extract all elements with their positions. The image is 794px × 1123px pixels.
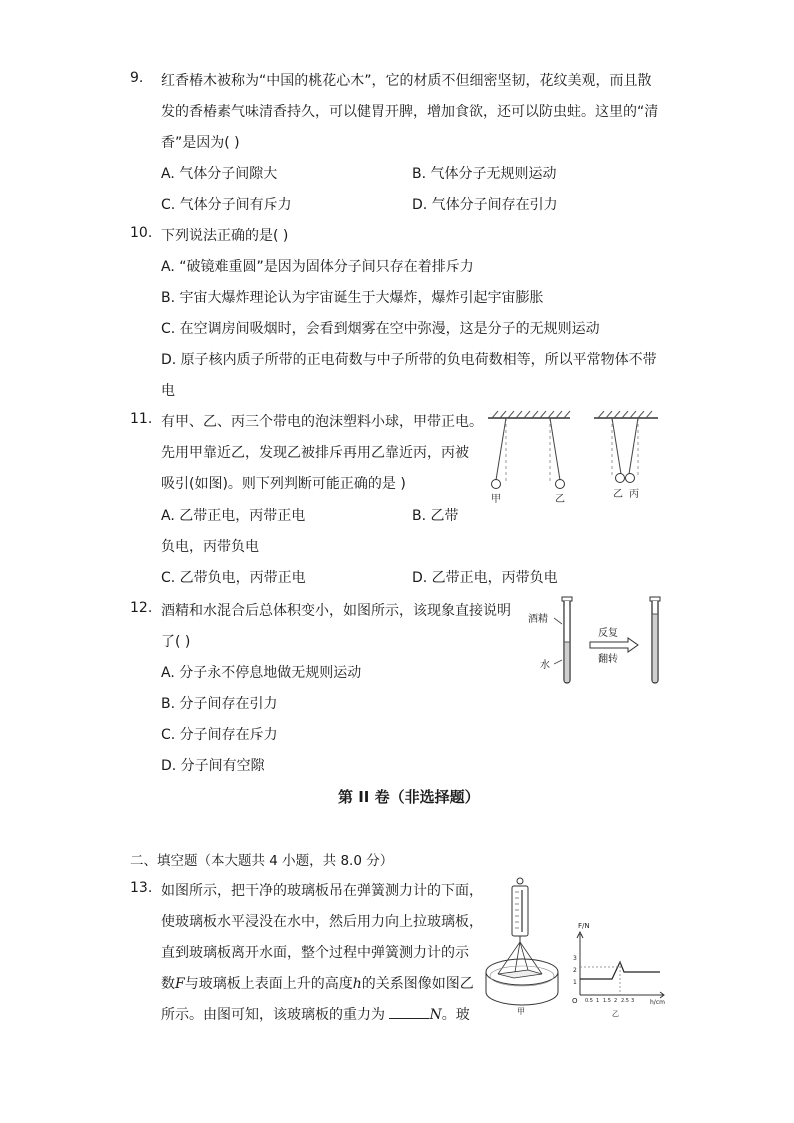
q12-option-a: A. 分子永不停息地做无规则运动	[161, 665, 362, 681]
q11-number: 11.	[130, 411, 153, 427]
q9-stem-line-2: 发的香椿素气味清香持久，可以健胃开脾，增加食欲，还可以防虫蛀。这里的“清	[161, 104, 659, 120]
q11-label-jia: 甲	[491, 494, 501, 505]
q13-number: 13.	[130, 880, 153, 896]
q10-option-c: C. 在空调房间吸烟时，会看到烟雾在空中弥漫，这是分子的无规则运动	[161, 321, 600, 337]
q13-x-tick-1: 0.5	[585, 998, 593, 1004]
q13-force-height-graph	[568, 906, 666, 1020]
q13-x-tick-5: 2.5	[621, 998, 629, 1004]
q13-stem-line-2: 使玻璃板水平浸没在水中，然后用力向上拉玻璃板，	[161, 914, 483, 930]
q11-option-c: C. 乙带负电，丙带正电	[161, 570, 306, 586]
q13-line5-pre: 所示。由图可知，该玻璃板的重力为	[161, 1007, 385, 1023]
q12-arrow-top-label: 反复	[598, 628, 618, 639]
q13-x-tick-3: 1.5	[603, 998, 611, 1004]
q12-option-c: C. 分子间存在斥力	[161, 727, 278, 743]
q12-stem-line-1: 酒精和水混合后总体积变小，如图所示，该现象直接说明	[161, 603, 511, 619]
q13-stem-line-4	[161, 973, 474, 993]
q9-stem-line-3: 香”是因为( )	[161, 135, 240, 151]
q11-label-bing: 丙	[629, 489, 639, 500]
q9-option-a: A. 气体分子间隙大	[161, 166, 278, 182]
q13-x-tick-2: 1	[596, 998, 600, 1004]
q13-answer-blank[interactable]	[389, 1006, 429, 1019]
q12-label-water: 水	[540, 660, 550, 671]
q11-option-b-continued: 负电，丙带负电	[161, 539, 259, 555]
q10-option-a: A. “破镜难重圆”是因为固体分子间只存在着排斥力	[161, 259, 474, 275]
q11-charged-balls-figure	[484, 408, 664, 506]
q11-option-d: D. 乙带正电，丙带负电	[412, 570, 558, 586]
q13-stem-line-1: 如图所示，把干净的玻璃板吊在弹簧测力计的下面，	[161, 883, 483, 899]
q13-fig-a-label: 甲	[517, 1007, 525, 1016]
q12-test-tube-figure	[524, 594, 666, 690]
q11-stem-line-3: 吸引(如图)。则下列判断可能正确的是 )	[161, 476, 406, 492]
q10-stem: 下列说法正确的是( )	[161, 228, 289, 244]
q12-option-d: D. 分子间有空隙	[161, 758, 265, 774]
q13-stem-line-5	[161, 1004, 470, 1024]
q10-number: 10.	[130, 225, 153, 241]
q13-x-tick-4: 2	[614, 998, 618, 1004]
q10-option-b: B. 宇宙大爆炸理论认为宇宙诞生于大爆炸，爆炸引起宇宙膨胀	[161, 290, 544, 306]
q12-stem-line-2: 了( )	[161, 634, 191, 650]
q12-option-b: B. 分子间存在引力	[161, 696, 278, 712]
q10-option-d: D. 原子核内质子所带的正电荷数与中子所带的负电荷数相等，所以平常物体不带	[161, 352, 657, 368]
q13-y-tick-3: 3	[573, 955, 577, 962]
q11-option-b: B. 乙带	[412, 508, 459, 524]
q13-unit-n: N	[429, 1007, 442, 1023]
q13-fig-b-label: 乙	[612, 1010, 619, 1018]
q11-label-yi-left: 乙	[555, 494, 565, 505]
q13-y-axis-label: F/N	[578, 922, 590, 930]
q9-number: 9.	[130, 70, 144, 86]
q13-var-h: h	[352, 976, 362, 992]
q12-label-alcohol: 酒精	[528, 614, 548, 625]
q11-label-yi-right: 乙	[613, 489, 623, 500]
q13-origin-label: O	[572, 997, 578, 1005]
q13-y-tick-2: 2	[573, 967, 577, 974]
q13-line5-post: 。玻	[441, 1007, 470, 1023]
q13-x-tick-6: 3	[631, 998, 635, 1004]
q11-stem-line-1: 有甲、乙、丙三个带电的泡沫塑料小球，甲带正电。	[161, 414, 483, 430]
q13-line4-pre: 数	[161, 976, 175, 992]
q13-stem-line-3: 直到玻璃板离开水面，整个过程中弹簧测力计的示	[161, 945, 469, 961]
q9-option-b: B. 气体分子无规则运动	[412, 166, 557, 182]
section-title: 第 II 卷（非选择题）	[338, 788, 480, 806]
q12-arrow-bottom-label: 翻转	[598, 654, 618, 665]
q13-line4-post: 的关系图像如图乙	[361, 976, 474, 992]
q13-var-f: F	[175, 976, 185, 992]
q9-option-c: C. 气体分子间有斥力	[161, 197, 292, 213]
q13-y-tick-1: 1	[573, 979, 577, 986]
q11-stem-line-2: 先用甲靠近乙，发现乙被排斥再用乙靠近丙，丙被	[161, 445, 469, 461]
q13-line4-mid: 与玻璃板上表面上升的高度	[184, 976, 353, 992]
q9-option-d: D. 气体分子间存在引力	[412, 197, 558, 213]
q10-option-d-continued: 电	[161, 383, 175, 399]
q13-x-axis-label: h/cm	[650, 999, 665, 1006]
q9-stem-line-1: 红香椿木被称为“中国的桃花心木”，它的材质不但细密坚韧，花纹美观，而且散	[161, 73, 652, 89]
part2-heading: 二、填空题（本大题共 4 小题，共 8.0 分）	[130, 853, 394, 869]
q12-number: 12.	[130, 600, 153, 616]
q11-option-a: A. 乙带正电，丙带正电	[161, 508, 306, 524]
q13-spring-scale-figure	[484, 876, 578, 1016]
